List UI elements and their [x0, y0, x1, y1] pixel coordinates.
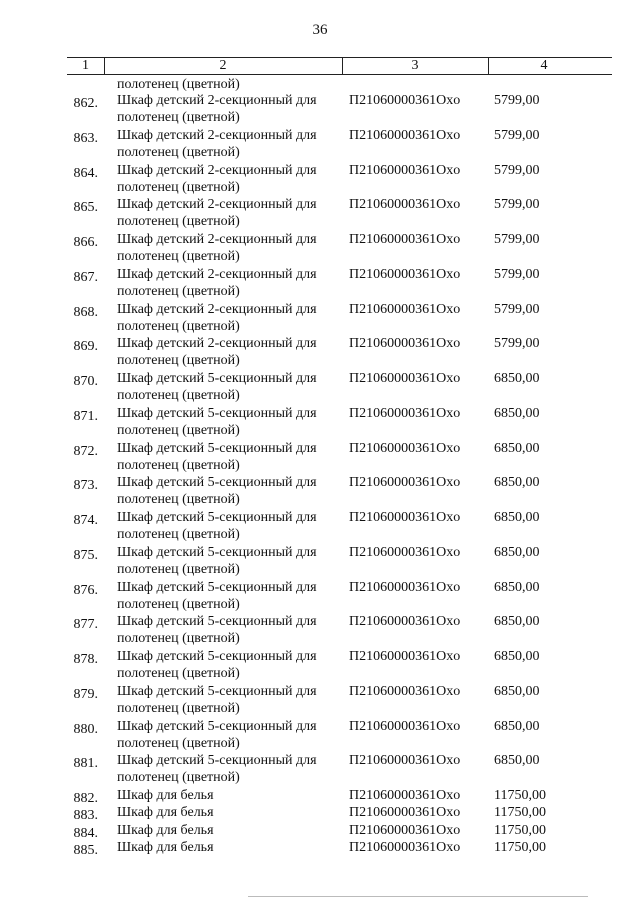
item-name-line2: полотенец (цветной): [117, 735, 240, 751]
table-row: [0, 163, 640, 198]
item-code: П21060000361Oxo: [349, 197, 461, 213]
item-name-line2: полотенец (цветной): [117, 631, 240, 647]
item-name-line1: Шкаф детский 5-секционный для: [117, 475, 317, 491]
table-row: [0, 441, 640, 476]
item-name-line1: Шкаф детский 5-секционный для: [117, 544, 317, 560]
item-code: П21060000361Oxo: [349, 683, 461, 699]
table-row: [0, 719, 640, 754]
row-number: 873.: [73, 478, 98, 494]
item-name-line2: полотенец (цветной): [117, 596, 240, 612]
item-name-line1: Шкаф детский 5-секционный для: [117, 579, 317, 595]
item-name-line1: Шкаф детский 2-секционный для: [117, 232, 317, 247]
row-number: 879.: [73, 686, 98, 702]
table-row: [0, 510, 640, 545]
item-code: П21060000361Oxo: [349, 510, 461, 525]
continuation-text: полотенец (цветной): [117, 77, 240, 92]
table-row: [0, 805, 640, 823]
item-name-line2: полотенец (цветной): [117, 214, 240, 230]
row-number: 878.: [73, 652, 98, 667]
item-name-line2: полотенец (цветной): [117, 283, 240, 299]
row-number: 871.: [73, 408, 98, 424]
item-price: 6850,00: [494, 614, 540, 630]
item-code: П21060000361Oxo: [349, 162, 461, 178]
column-header-4: 4: [540, 58, 548, 73]
item-name-line2: полотенец (цветной): [117, 527, 240, 542]
item-name-line1: Шкаф детский 5-секционный для: [117, 753, 317, 769]
row-number: 866.: [73, 235, 98, 250]
item-code: П21060000361Oxo: [349, 788, 461, 803]
row-number: 864.: [73, 165, 98, 181]
item-price: 5799,00: [494, 336, 540, 352]
table-row: [0, 753, 640, 788]
item-name-line1: Шкаф для белья: [117, 788, 214, 803]
item-name-line2: полотенец (цветной): [117, 492, 240, 508]
item-name-line2: полотенец (цветной): [117, 388, 240, 403]
row-number: 877.: [73, 617, 98, 633]
item-name-line1: Шкаф детский 5-секционный для: [117, 405, 317, 421]
table-row: [0, 406, 640, 441]
table-row: [0, 840, 640, 858]
item-price: 5799,00: [494, 266, 540, 282]
row-number: 868.: [73, 304, 98, 320]
column-header-2: 2: [219, 58, 227, 73]
item-code: П21060000361Oxo: [349, 614, 461, 630]
item-name-line2: полотенец (цветной): [117, 666, 240, 681]
item-name-line1: Шкаф детский 2-секционный для: [117, 93, 317, 108]
item-name-line1: Шкаф детский 5-секционный для: [117, 683, 317, 699]
item-name-line1: Шкаф для белья: [117, 822, 214, 838]
item-price: 5799,00: [494, 232, 540, 247]
footer-rule: [248, 896, 588, 897]
item-price: 6850,00: [494, 753, 540, 769]
item-name-line2: полотенец (цветной): [117, 770, 240, 786]
item-code: П21060000361Oxo: [349, 839, 461, 855]
item-code: П21060000361Oxo: [349, 336, 461, 352]
item-code: П21060000361Oxo: [349, 718, 461, 734]
item-code: П21060000361Oxo: [349, 805, 461, 821]
item-code: П21060000361Oxo: [349, 475, 461, 491]
row-number: 869.: [73, 339, 98, 355]
item-price: 6850,00: [494, 649, 540, 664]
item-price: 5799,00: [494, 301, 540, 317]
item-name-line1: Шкаф детский 2-секционный для: [117, 301, 317, 317]
item-name-line2: полотенец (цветной): [117, 457, 240, 473]
item-price: 5799,00: [494, 197, 540, 213]
row-number: 863.: [73, 130, 98, 146]
item-name-line2: полотенец (цветной): [117, 110, 240, 125]
table-row: [0, 823, 640, 841]
row-number: 884.: [73, 825, 98, 841]
row-number: 865.: [73, 200, 98, 216]
item-code: П21060000361Oxo: [349, 232, 461, 247]
table-row: [0, 128, 640, 163]
item-name-line1: Шкаф детский 5-секционный для: [117, 649, 317, 664]
item-price: 11750,00: [494, 839, 546, 855]
table-row: [0, 197, 640, 232]
table-row: [0, 788, 640, 806]
item-name-line1: Шкаф детский 5-секционный для: [117, 510, 317, 525]
item-code: П21060000361Oxo: [349, 127, 461, 143]
column-header-3: 3: [411, 58, 419, 73]
item-name-line2: полотенец (цветной): [117, 144, 240, 160]
table-row: [0, 93, 640, 128]
item-name-line1: Шкаф для белья: [117, 839, 214, 855]
item-name-line1: Шкаф детский 5-секционный для: [117, 440, 317, 456]
item-code: П21060000361Oxo: [349, 93, 461, 108]
item-name-line1: Шкаф детский 5-секционный для: [117, 718, 317, 734]
row-number: 883.: [73, 808, 98, 824]
item-code: П21060000361Oxo: [349, 753, 461, 769]
item-code: П21060000361Oxo: [349, 405, 461, 421]
item-code: П21060000361Oxo: [349, 371, 461, 386]
item-name-line1: Шкаф детский 2-секционный для: [117, 197, 317, 213]
table-row: [0, 649, 640, 684]
row-number: 882.: [73, 791, 98, 806]
row-number: 874.: [73, 513, 98, 528]
item-name-line2: полотенец (цветной): [117, 561, 240, 577]
row-number: 885.: [73, 842, 98, 858]
item-name-line2: полотенец (цветной): [117, 700, 240, 716]
item-name-line2: полотенец (цветной): [117, 318, 240, 334]
item-price: 6850,00: [494, 718, 540, 734]
row-number: 881.: [73, 756, 98, 772]
item-price: 6850,00: [494, 371, 540, 386]
item-name-line1: Шкаф детский 2-секционный для: [117, 127, 317, 143]
item-name-line1: Шкаф детский 2-секционный для: [117, 162, 317, 178]
row-number: 880.: [73, 721, 98, 737]
column-header-1: 1: [82, 58, 89, 73]
item-price: 5799,00: [494, 93, 540, 108]
item-name-line1: Шкаф детский 2-секционный для: [117, 336, 317, 352]
row-number: 876.: [73, 582, 98, 598]
item-name-line1: Шкаф для белья: [117, 805, 214, 821]
item-price: 11750,00: [494, 822, 546, 838]
item-price: 5799,00: [494, 127, 540, 143]
item-name-line1: Шкаф детский 5-секционный для: [117, 614, 317, 630]
item-price: 6850,00: [494, 544, 540, 560]
item-code: П21060000361Oxo: [349, 440, 461, 456]
item-name-line2: полотенец (цветной): [117, 249, 240, 264]
item-price: 6850,00: [494, 579, 540, 595]
item-code: П21060000361Oxo: [349, 301, 461, 317]
item-price: 11750,00: [494, 788, 546, 803]
table-row: [0, 545, 640, 580]
item-code: П21060000361Oxo: [349, 649, 461, 664]
item-name-line2: полотенец (цветной): [117, 353, 240, 369]
item-price: 6850,00: [494, 683, 540, 699]
table-row: [0, 232, 640, 267]
table-row: [0, 336, 640, 371]
table-row: [0, 580, 640, 615]
row-number: 870.: [73, 374, 98, 389]
table-row: [0, 302, 640, 337]
item-code: П21060000361Oxo: [349, 822, 461, 838]
table-row: [0, 475, 640, 510]
table-row: [0, 267, 640, 302]
row-number: 862.: [73, 96, 98, 111]
row-number: 875.: [73, 547, 98, 563]
item-price: 5799,00: [494, 162, 540, 178]
item-price: 6850,00: [494, 405, 540, 421]
item-name-line2: полотенец (цветной): [117, 179, 240, 195]
item-price: 6850,00: [494, 440, 540, 456]
row-number: 867.: [73, 269, 98, 285]
item-name-line1: Шкаф детский 2-секционный для: [117, 266, 317, 282]
table-row: [0, 684, 640, 719]
item-code: П21060000361Oxo: [349, 579, 461, 595]
item-code: П21060000361Oxo: [349, 266, 461, 282]
item-name-line1: Шкаф детский 5-секционный для: [117, 371, 317, 386]
header-bottom-border: [67, 74, 612, 75]
item-code: П21060000361Oxo: [349, 544, 461, 560]
table-row: [0, 614, 640, 649]
item-price: 6850,00: [494, 510, 540, 525]
row-number: 872.: [73, 443, 98, 459]
item-price: 11750,00: [494, 805, 546, 821]
page-number: 36: [312, 22, 328, 38]
table-row: [0, 371, 640, 406]
item-price: 6850,00: [494, 475, 540, 491]
item-name-line2: полотенец (цветной): [117, 422, 240, 438]
